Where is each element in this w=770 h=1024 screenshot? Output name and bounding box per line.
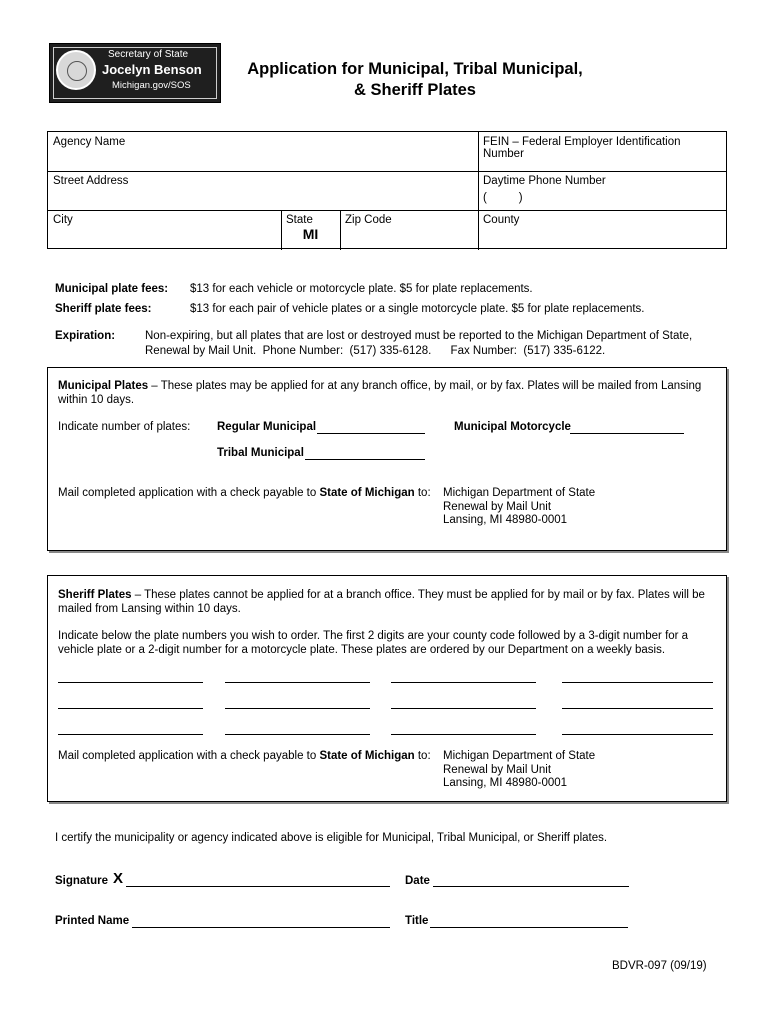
mail-to: to: bbox=[414, 750, 431, 762]
title-label: Title bbox=[405, 915, 429, 927]
sheriff-fees-label: Sheriff plate fees: bbox=[55, 303, 152, 315]
plate-number-input[interactable] bbox=[562, 682, 713, 683]
fein-label: FEIN – Federal Employer Identification Number bbox=[483, 136, 681, 160]
expiration-label: Expiration: bbox=[55, 330, 116, 342]
secretary-of-state-logo bbox=[49, 43, 221, 103]
plate-number-input[interactable] bbox=[58, 682, 203, 683]
agency-name-label: Agency Name bbox=[53, 136, 126, 148]
title-input[interactable] bbox=[430, 927, 628, 928]
sheriff-fees-text: $13 for each pair of vehicle plates or a single motorcycle plate. $5 for plate replacements. bbox=[190, 303, 645, 315]
address-line-1: Michigan Department of State bbox=[443, 750, 596, 762]
signature-input[interactable] bbox=[126, 886, 390, 887]
street-address-label: Street Address bbox=[53, 175, 129, 187]
agency-name-field[interactable] bbox=[48, 132, 478, 171]
plate-number-input[interactable] bbox=[391, 682, 536, 683]
printed-name-label: Printed Name bbox=[55, 915, 130, 927]
signature-x-mark: X bbox=[113, 870, 124, 887]
state-value: MI bbox=[302, 226, 319, 242]
municipal-mailing-address bbox=[443, 487, 595, 528]
state-label: State bbox=[286, 214, 313, 226]
expiration-text-line-2: Renewal by Mail Unit. Phone Number: (517) 335-6128. Fax Number: (517) 335-6122. bbox=[145, 345, 606, 357]
date-label: Date bbox=[405, 875, 430, 887]
sheriff-plates-section bbox=[47, 575, 727, 802]
tribal-municipal-input[interactable] bbox=[305, 459, 425, 460]
address-line-2: Renewal by Mail Unit bbox=[443, 500, 552, 513]
date-input[interactable] bbox=[433, 886, 629, 887]
municipal-fees-text: $13 for each vehicle or motorcycle plate. $5 for plate replacements. bbox=[190, 283, 533, 295]
county-field[interactable] bbox=[478, 210, 728, 250]
form-number: BDVR-097 (09/19) bbox=[612, 960, 707, 972]
sheriff-intro-text: – These plates cannot be applied for at a branch office. They must be applied for by mail or by fax. Plates will be bbox=[131, 589, 705, 601]
sheriff-indicate-line-2: vehicle plate or a 2-digit number for a motorcycle plate. These plates are ordered by our Department on a weekly basis. bbox=[58, 644, 666, 656]
regular-municipal-label: Regular Municipal bbox=[217, 421, 317, 433]
municipal-intro-line-1 bbox=[58, 380, 701, 392]
city-label: City bbox=[53, 214, 73, 226]
daytime-phone-label: Daytime Phone Number bbox=[483, 175, 606, 187]
logo-line-1: Secretary of State bbox=[108, 49, 189, 60]
plate-number-input[interactable] bbox=[562, 708, 713, 709]
county-label: County bbox=[483, 214, 520, 226]
plate-number-input[interactable] bbox=[58, 734, 203, 735]
plate-number-input[interactable] bbox=[225, 682, 370, 683]
plate-number-input[interactable] bbox=[58, 708, 203, 709]
sheriff-heading: Sheriff Plates bbox=[58, 589, 132, 601]
michigan-seal-icon bbox=[56, 50, 96, 90]
regular-municipal-input[interactable] bbox=[317, 433, 425, 434]
plate-number-input[interactable] bbox=[391, 708, 536, 709]
municipal-intro-text: – These plates may be applied for at any branch office, by mail, or by fax. Plates will be mailed from Lansing bbox=[148, 380, 702, 392]
logo-line-2: Jocelyn Benson bbox=[102, 62, 202, 77]
mail-text: Mail completed application with a check payable to bbox=[58, 487, 320, 499]
expiration-text-line-1: Non-expiring, but all plates that are lost or destroyed must be reported to the Michigan Department of State, bbox=[145, 330, 693, 342]
zip-code-field[interactable] bbox=[340, 210, 478, 250]
daytime-phone-field[interactable] bbox=[478, 171, 728, 210]
fein-field[interactable] bbox=[478, 132, 728, 171]
address-line-3: Lansing, MI 48980-0001 bbox=[443, 514, 568, 526]
mail-text: Mail completed application with a check payable to bbox=[58, 750, 320, 762]
municipal-heading: Municipal Plates bbox=[58, 380, 149, 392]
plate-number-input[interactable] bbox=[562, 734, 713, 735]
sheriff-mail-instructions bbox=[58, 750, 431, 762]
plate-number-input[interactable] bbox=[391, 734, 536, 735]
printed-name-input[interactable] bbox=[132, 927, 390, 928]
phone-area-code-parens: ( ) bbox=[483, 192, 523, 204]
form-title-line-2: & Sheriff Plates bbox=[354, 81, 476, 99]
form-title-line-1: Application for Municipal, Tribal Municipal, bbox=[247, 60, 583, 78]
sheriff-intro-line-2: mailed from Lansing within 10 days. bbox=[58, 603, 241, 615]
logo-line-3: Michigan.gov/SOS bbox=[112, 80, 191, 91]
payee-name: State of Michigan bbox=[319, 487, 415, 499]
plate-number-input[interactable] bbox=[225, 708, 370, 709]
tribal-municipal-label: Tribal Municipal bbox=[217, 447, 304, 459]
address-line-1: Michigan Department of State bbox=[443, 487, 596, 499]
plate-number-input[interactable] bbox=[225, 734, 370, 735]
municipal-mail-instructions bbox=[58, 487, 431, 499]
municipal-motorcycle-label: Municipal Motorcycle bbox=[454, 421, 571, 433]
mail-to: to: bbox=[414, 487, 431, 499]
payee-name: State of Michigan bbox=[319, 750, 415, 762]
municipal-motorcycle-input[interactable] bbox=[570, 433, 684, 434]
municipal-plates-section bbox=[47, 367, 727, 551]
municipal-fees-label: Municipal plate fees: bbox=[55, 283, 169, 295]
sheriff-mailing-address bbox=[443, 750, 595, 791]
sheriff-intro-line-1 bbox=[58, 589, 705, 601]
signature-label: Signature bbox=[55, 875, 109, 887]
agency-info-grid bbox=[47, 131, 727, 249]
sheriff-indicate-line-1: Indicate below the plate numbers you wish to order. The first 2 digits are your county code followed by a 3-digit number for a bbox=[58, 630, 689, 642]
state-field bbox=[281, 210, 340, 250]
city-field[interactable] bbox=[48, 210, 281, 250]
zip-code-label: Zip Code bbox=[345, 214, 392, 226]
address-line-3: Lansing, MI 48980-0001 bbox=[443, 777, 568, 789]
indicate-plates-label: Indicate number of plates: bbox=[58, 421, 191, 433]
municipal-intro-line-2: within 10 days. bbox=[58, 394, 135, 406]
street-address-field[interactable] bbox=[48, 171, 478, 210]
address-line-2: Renewal by Mail Unit bbox=[443, 763, 552, 776]
certification-statement: I certify the municipality or agency indicated above is eligible for Municipal, Tribal Municipal, or Sheriff plates. bbox=[55, 832, 608, 844]
